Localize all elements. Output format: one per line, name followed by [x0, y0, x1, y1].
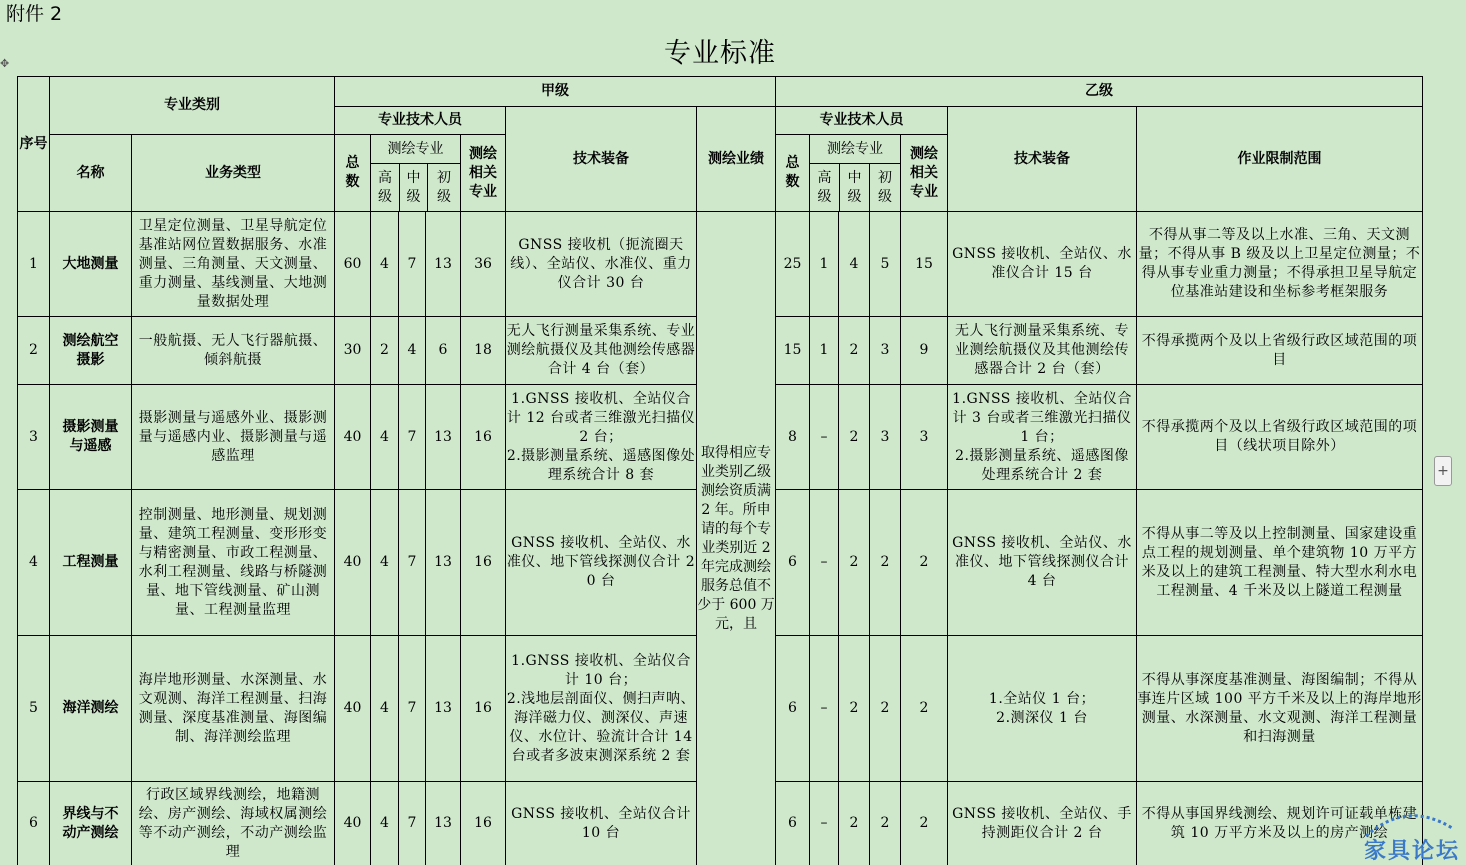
row-a-middle: 7 — [399, 636, 426, 782]
row-b-middle: 2 — [839, 317, 870, 385]
row-a-senior: 4 — [371, 212, 399, 317]
row-a-senior: 4 — [371, 636, 399, 782]
row-b-related: 2 — [901, 490, 948, 636]
row-b-senior: – — [810, 385, 839, 490]
row-a-middle: 7 — [399, 212, 426, 317]
row-a-equipment: 无人飞行测量采集系统、专业测绘航摄仪及其他测绘传感器合计 4 台（套） — [506, 317, 697, 385]
row-a-related: 18 — [461, 317, 506, 385]
header-middle-a — [400, 164, 428, 211]
row-b-related: 2 — [901, 782, 948, 865]
header-total-a-label: 总数 — [345, 155, 360, 190]
row-b-equipment: 1.GNSS 接收机、全站仪合计 3 台或者三维激光扫描仪 1 台； 2.摄影测量系统、遥感图像处理系统合计 2 套 — [948, 385, 1137, 490]
row-a-total: 40 — [335, 385, 371, 490]
row-a-senior: 4 — [371, 385, 399, 490]
row-a-equipment: 1.GNSS 接收机、全站仪合计 12 台或者三维激光扫描仪 2 台； 2.摄影测量系统、遥感图像处理系统合计 8 套 — [506, 385, 697, 490]
row-b-middle: 4 — [839, 212, 870, 317]
table-row — [18, 212, 1423, 317]
row-business: 控制测量、地形测量、规划测量、建筑工程测量、变形形变与精密测量、市政工程测量、水利工程测量、线路与桥隧测量、地下管线测量、矿山测量、工程测量监理 — [132, 490, 335, 636]
row-b-related: 3 — [901, 385, 948, 490]
row-b-senior: – — [810, 636, 839, 782]
header-related-b — [901, 135, 948, 212]
row-b-junior: 2 — [870, 490, 901, 636]
header-junior-b — [870, 164, 900, 211]
row-b-total: 6 — [776, 636, 810, 782]
header-name: 名称 — [50, 135, 132, 212]
row-a-junior: 13 — [426, 636, 461, 782]
row-a-middle: 7 — [399, 490, 426, 636]
row-a-middle: 7 — [399, 385, 426, 490]
header-major-b — [810, 135, 901, 212]
row-b-senior: – — [810, 490, 839, 636]
row-no: 4 — [18, 490, 50, 636]
row-a-junior: 13 — [426, 490, 461, 636]
row-b-total: 6 — [776, 490, 810, 636]
row-b-junior: 3 — [870, 385, 901, 490]
row-business: 卫星定位测量、卫星导航定位基准站网位置数据服务、水准测量、三角测量、天文测量、重力测量、基线测量、大地测量数据处理 — [132, 212, 335, 317]
standards-table — [17, 76, 1423, 865]
move-handle-icon[interactable]: ✥ — [0, 57, 10, 70]
header-tech-staff-a: 专业技术人员 — [335, 107, 506, 135]
row-b-middle: 2 — [839, 490, 870, 636]
header-middle-a-label: 中级 — [406, 169, 421, 205]
header-major-b-label: 测绘专业 — [810, 135, 900, 164]
row-b-junior: 2 — [870, 782, 901, 865]
row-business: 摄影测量与遥感外业、摄影测量与遥感内业、摄影测量与遥感监理 — [132, 385, 335, 490]
header-scope: 作业限制范围 — [1137, 107, 1423, 212]
row-performance: 取得相应专业类别乙级测绘资质满 2 年。所申请的每个专业类别近 2 年完成测绘服务总值不少于 600 万元，且 — [697, 212, 776, 865]
row-no: 5 — [18, 636, 50, 782]
row-a-junior: 6 — [426, 317, 461, 385]
row-b-total: 6 — [776, 782, 810, 865]
header-seq: 序号 — [18, 77, 50, 212]
row-a-total: 60 — [335, 212, 371, 317]
row-a-related: 16 — [461, 782, 506, 865]
row-scope: 不得承揽两个及以上省级行政区域范围的项目（线状项目除外） — [1137, 385, 1423, 490]
header-business: 业务类型 — [132, 135, 335, 212]
header-related-a-label: 测绘相关专业 — [469, 145, 497, 200]
row-name: 界线与不动产测绘 — [50, 782, 132, 865]
row-b-middle: 2 — [839, 636, 870, 782]
row-b-senior: 1 — [810, 212, 839, 317]
row-a-equipment: GNSS 接收机、全站仪合计 10 台 — [506, 782, 697, 865]
row-scope: 不得从事深度基准测量、海图编制；不得从事连片区域 100 平方千米及以上的海岸地形测量、水深测量、水文观测、海洋工程测量和扫海测量 — [1137, 636, 1423, 782]
header-total-b — [776, 135, 810, 212]
row-a-middle: 4 — [399, 317, 426, 385]
header-total-a — [335, 135, 371, 212]
header-category: 专业类别 — [50, 77, 335, 135]
header-junior-a — [428, 164, 460, 211]
header-grade-b: 乙级 — [776, 77, 1423, 107]
row-name: 大地测量 — [50, 212, 132, 317]
row-b-equipment: 1.全站仪 1 台； 2.测深仪 1 台 — [948, 636, 1137, 782]
row-b-related: 9 — [901, 317, 948, 385]
row-a-junior: 13 — [426, 782, 461, 865]
row-b-junior: 3 — [870, 317, 901, 385]
row-business: 一般航摄、无人飞行器航摄、倾斜航摄 — [132, 317, 335, 385]
row-name: 海洋测绘 — [50, 636, 132, 782]
row-a-senior: 4 — [371, 490, 399, 636]
header-middle-b — [840, 164, 870, 211]
header-junior-a-label: 初级 — [437, 169, 451, 205]
header-performance: 测绘业绩 — [697, 107, 776, 212]
row-b-total: 25 — [776, 212, 810, 317]
header-major-a-label: 测绘专业 — [371, 135, 460, 164]
row-a-related: 16 — [461, 385, 506, 490]
header-senior-b — [810, 164, 840, 211]
header-related-a — [461, 135, 506, 212]
row-scope: 不得从事国界线测绘、规划许可证载单栋建筑 10 万平方米及以上的房产测绘 — [1137, 782, 1423, 865]
row-b-equipment: 无人飞行测量采集系统、专业测绘航摄仪及其他测绘传感器合计 2 台（套） — [948, 317, 1137, 385]
row-a-related: 16 — [461, 490, 506, 636]
row-business: 海岸地形测量、水深测量、水文观测、海洋工程测量、扫海测量、深度基准测量、海图编制、海洋测绘监理 — [132, 636, 335, 782]
header-middle-b-label: 中级 — [847, 169, 862, 205]
attachment-label: 附件 2 — [6, 3, 63, 25]
row-business: 行政区域界线测绘，地籍测绘、房产测绘、海域权属测绘等不动产测绘，不动产测绘监理 — [132, 782, 335, 865]
row-a-senior: 2 — [371, 317, 399, 385]
plus-icon[interactable]: + — [1434, 456, 1452, 486]
page-title: 专业标准 — [664, 38, 776, 69]
row-no: 2 — [18, 317, 50, 385]
header-total-b-label: 总数 — [785, 155, 800, 190]
row-b-junior: 2 — [870, 636, 901, 782]
row-name: 摄影测量与遥感 — [50, 385, 132, 490]
row-a-total: 40 — [335, 782, 371, 865]
row-name: 测绘航空摄影 — [50, 317, 132, 385]
row-no: 3 — [18, 385, 50, 490]
row-a-equipment: 1.GNSS 接收机、全站仪合计 10 台； 2.浅地层剖面仪、侧扫声呐、海洋磁力仪、测深仪、声速仪、水位计、验流计合计 14 台或者多波束测深系统 2 套 — [506, 636, 697, 782]
row-no: 6 — [18, 782, 50, 865]
row-name: 工程测量 — [50, 490, 132, 636]
row-a-related: 16 — [461, 636, 506, 782]
row-b-senior: 1 — [810, 317, 839, 385]
header-related-b-label: 测绘相关专业 — [910, 145, 938, 200]
row-a-junior: 13 — [426, 212, 461, 317]
row-a-total: 30 — [335, 317, 371, 385]
row-a-middle: 7 — [399, 782, 426, 865]
row-b-equipment: GNSS 接收机、全站仪、手持测距仪合计 2 台 — [948, 782, 1137, 865]
row-a-junior: 13 — [426, 385, 461, 490]
header-equipment-b: 技术装备 — [948, 107, 1137, 212]
row-b-middle: 2 — [839, 385, 870, 490]
row-scope: 不得从事二等及以上水准、三角、天文测量；不得从事 B 级及以上卫星定位测量；不得从事专业重力测量；不得承担卫星导航定位基准站建设和坐标参考框架服务 — [1137, 212, 1423, 317]
row-a-total: 40 — [335, 490, 371, 636]
header-grade-a: 甲级 — [335, 77, 776, 107]
row-b-equipment: GNSS 接收机、全站仪、水准仪、地下管线探测仪合计 4 台 — [948, 490, 1137, 636]
header-senior-b-label: 高级 — [817, 169, 832, 205]
row-scope: 不得承揽两个及以上省级行政区域范围的项目 — [1137, 317, 1423, 385]
header-equipment-a: 技术装备 — [506, 107, 697, 212]
row-b-total: 15 — [776, 317, 810, 385]
row-a-senior: 4 — [371, 782, 399, 865]
header-senior-a — [371, 164, 400, 211]
row-b-middle: 2 — [839, 782, 870, 865]
row-a-related: 36 — [461, 212, 506, 317]
row-b-related: 2 — [901, 636, 948, 782]
row-b-junior: 5 — [870, 212, 901, 317]
row-scope: 不得从事二等及以上控制测量、国家建设重点工程的规划测量、单个建筑物 10 万平方米及以上的建筑工程测量、特大型水利水电工程测量、4 千米及以上隧道工程测量 — [1137, 490, 1423, 636]
row-a-equipment: GNSS 接收机、全站仪、水准仪、地下管线探测仪合计 20 台 — [506, 490, 697, 636]
header-junior-b-label: 初级 — [878, 169, 892, 205]
header-senior-a-label: 高级 — [378, 169, 392, 205]
row-a-equipment: GNSS 接收机（扼流圈天线）、全站仪、水准仪、重力仪合计 30 台 — [506, 212, 697, 317]
row-no: 1 — [18, 212, 50, 317]
row-b-total: 8 — [776, 385, 810, 490]
row-b-senior: – — [810, 782, 839, 865]
header-major-a — [371, 135, 461, 212]
row-a-total: 40 — [335, 636, 371, 782]
watermark-text: 家具论坛 — [1364, 839, 1461, 864]
row-b-equipment: GNSS 接收机、全站仪、水准仪合计 15 台 — [948, 212, 1137, 317]
header-tech-staff-b: 专业技术人员 — [776, 107, 948, 135]
row-b-related: 15 — [901, 212, 948, 317]
